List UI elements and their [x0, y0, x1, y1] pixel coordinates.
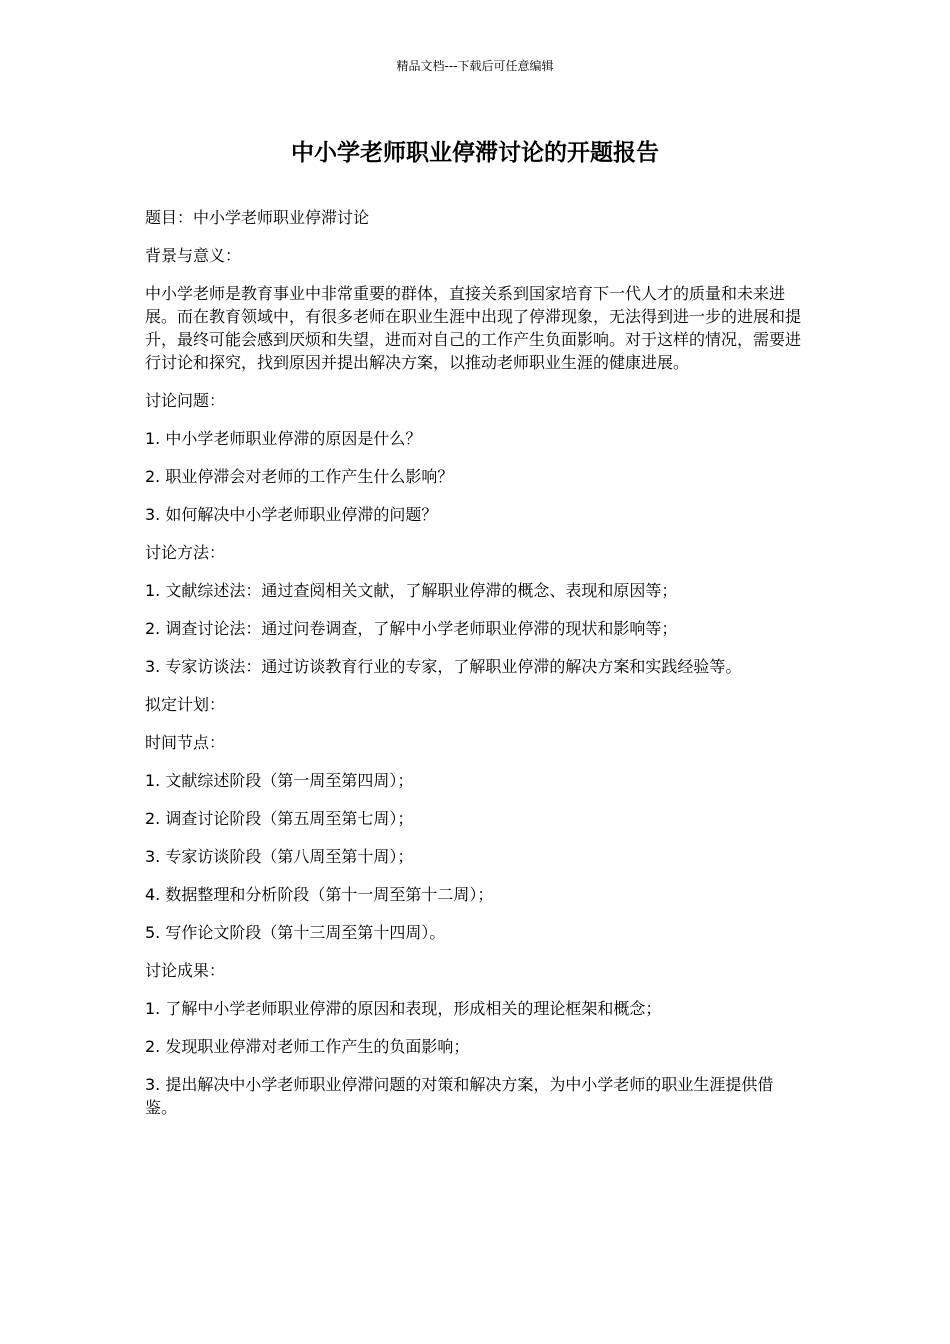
question-item-2: 2. 职业停滞会对老师的工作产生什么影响？ [145, 467, 454, 486]
method-item-1: 1. 文献综述法：通过查阅相关文献，了解职业停滞的概念、表现和原因等； [145, 581, 678, 600]
heading-plan: 拟定计划： [145, 695, 226, 714]
outcome-item-1: 1. 了解中小学老师职业停滞的原因和表现，形成相关的理论框架和概念； [145, 999, 662, 1018]
heading-background: 背景与意义： [145, 246, 242, 265]
timeline-item-3: 3. 专家访谈阶段（第八周至第十周）； [145, 847, 414, 866]
document-body [145, 206, 805, 1134]
document-title: 中小学老师职业停滞讨论的开题报告 [291, 140, 659, 166]
method-item-3: 3. 专家访谈法：通过访谈教育行业的专家，了解职业停滞的解决方案和实践经验等。 [145, 657, 742, 676]
page-header: 精品文档---下载后可任意编辑 [396, 59, 554, 73]
question-item-1: 1. 中小学老师职业停滞的原因是什么？ [145, 429, 422, 448]
question-item-3: 3. 如何解决中小学老师职业停滞的问题？ [145, 505, 438, 524]
paragraph-background: 中小学老师是教育事业中非常重要的群体，直接关系到国家培育下一代人才的质量和未来进展。而在教育领域中，有很多老师在职业生涯中出现了停滞现象，无法得到进一步的进展和提升，最终可能会感到厌烦和失望，进而对自己的工作产生负面影响。对于这样的情况，需要进行讨论和探究，找到原因并提出解决方案，以推动老师职业生涯的健康进展。 [145, 284, 802, 372]
timeline-item-4: 4. 数据整理和分析阶段（第十一周至第十二周）； [145, 885, 494, 904]
outcome-item-3: 3. 提出解决中小学老师职业停滞问题的对策和解决方案，为中小学老师的职业生涯提供借鉴。 [145, 1075, 774, 1117]
heading-timeline: 时间节点： [145, 733, 226, 752]
paragraph-topic: 题目：中小学老师职业停滞讨论 [145, 208, 370, 227]
timeline-item-1: 1. 文献综述阶段（第一周至第四周）； [145, 771, 414, 790]
outcome-item-2: 2. 发现职业停滞对老师工作产生的负面影响； [145, 1037, 470, 1056]
timeline-item-5: 5. 写作论文阶段（第十三周至第十四周）。 [145, 923, 446, 942]
heading-outcomes: 讨论成果： [145, 961, 226, 980]
timeline-item-2: 2. 调查讨论阶段（第五周至第七周）； [145, 809, 414, 828]
method-item-2: 2. 调查讨论法：通过问卷调查，了解中小学老师职业停滞的现状和影响等； [145, 619, 678, 638]
heading-questions: 讨论问题： [145, 391, 226, 410]
heading-methods: 讨论方法： [145, 543, 226, 562]
